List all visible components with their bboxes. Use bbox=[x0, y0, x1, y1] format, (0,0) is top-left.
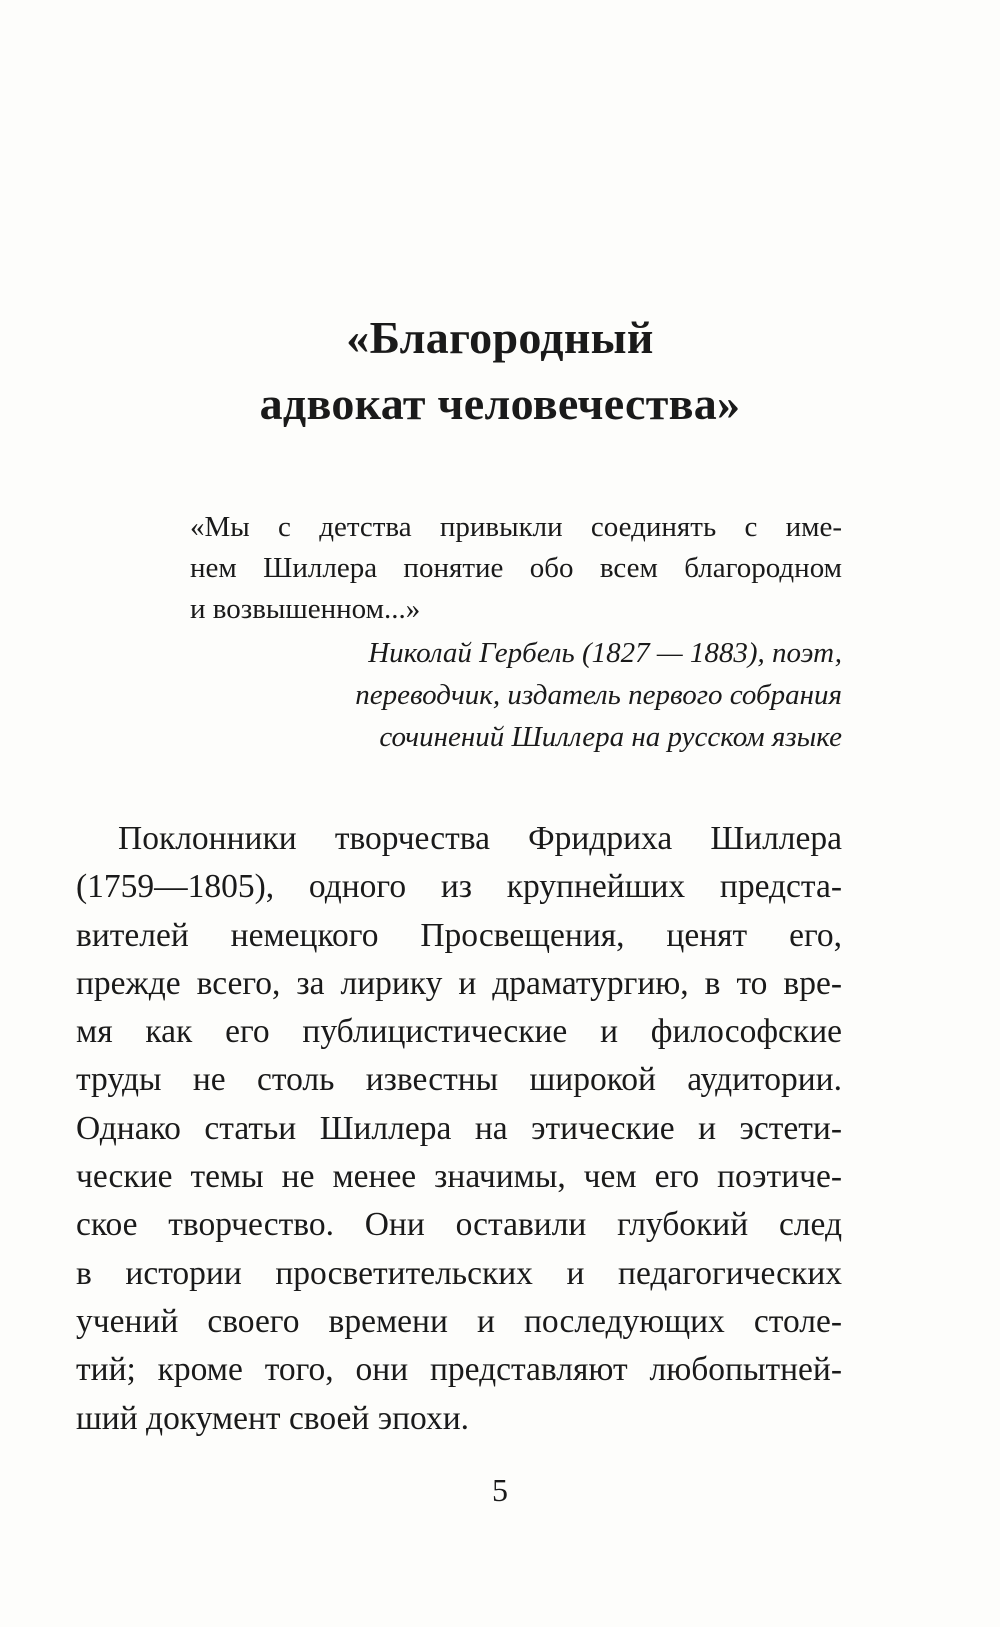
body-line: тий; кроме того, они представляют любопытней- bbox=[76, 1351, 842, 1389]
chapter-title-line-2: адвокат человечества» bbox=[259, 378, 741, 429]
epigraph-attribution-line: переводчик, издатель первого собрания bbox=[355, 679, 842, 711]
epigraph bbox=[190, 507, 842, 758]
epigraph-attribution-line: Николай Гербель (1827 — 1883), поэт, bbox=[368, 637, 842, 669]
body-paragraph bbox=[76, 815, 842, 1443]
body-line: ское творчество. Они оставили глубокий след bbox=[76, 1206, 842, 1244]
epigraph-attribution-line: сочинений Шиллера на русском языке bbox=[379, 721, 842, 753]
body-line: вителей немецкого Просвещения, ценят его, bbox=[76, 916, 842, 954]
body-line: прежде всего, за лирику и драматургию, в то вре- bbox=[76, 964, 842, 1002]
body-line: мя как его публицистические и философские bbox=[76, 1013, 842, 1051]
body-line: труды не столь известны широкой аудитории. bbox=[76, 1061, 842, 1099]
epigraph-quote-line: нем Шиллера понятие обо всем благородном bbox=[190, 552, 842, 584]
body-line: Поклонники творчества Фридриха Шиллера bbox=[118, 820, 842, 857]
epigraph-quote-line: «Мы с детства привыкли соединять с име- bbox=[190, 511, 842, 543]
body-line: Однако статьи Шиллера на этические и эстети- bbox=[76, 1109, 842, 1147]
body-line: ший документ своей эпохи. bbox=[76, 1399, 470, 1437]
epigraph-quote bbox=[190, 507, 842, 630]
body-line: (1759—1805), одного из крупнейших предста- bbox=[76, 868, 842, 906]
body-line: ческие темы не менее значимы, чем его поэтиче- bbox=[76, 1158, 842, 1196]
chapter-title bbox=[0, 305, 1000, 437]
chapter-title-line-1: «Благородный bbox=[346, 312, 654, 363]
body-line: учений своего времени и последующих столе- bbox=[76, 1302, 842, 1340]
epigraph-quote-line: и возвышенном...» bbox=[190, 593, 421, 625]
body-line: в истории просветительских и педагогических bbox=[76, 1254, 842, 1292]
page-number: 5 bbox=[492, 1472, 508, 1508]
epigraph-attribution bbox=[190, 632, 842, 758]
